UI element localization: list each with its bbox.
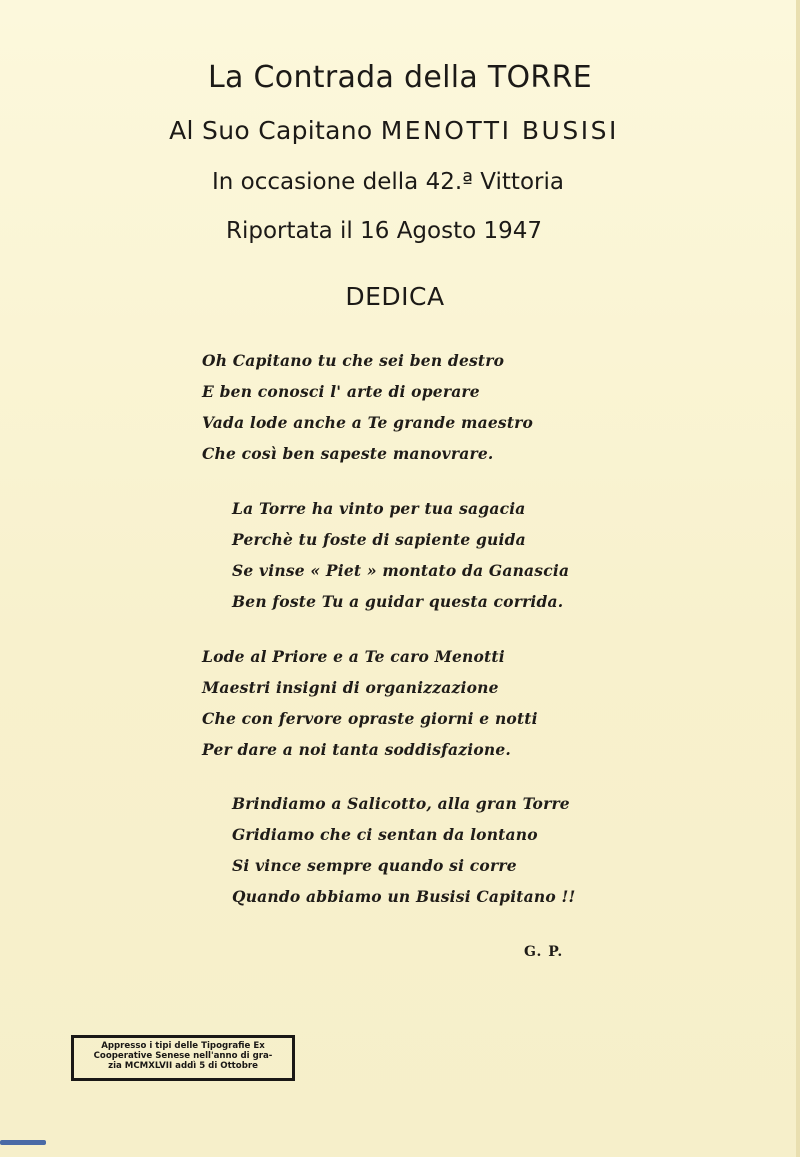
verse-line: Gridiamo che ci sentan da lontano [232, 825, 538, 844]
colophon-line: zia MCMXLVII addì 5 di Ottobre [108, 1061, 258, 1071]
verse-line: Brindiamo a Salicotto, alla gran Torre [232, 794, 570, 813]
verse-line: Vada lode anche a Te grande maestro [202, 413, 534, 432]
header-dedicatee-name: MENOTTI BUSISI [380, 116, 619, 145]
verse-line: Oh Capitano tu che sei ben destro [202, 351, 505, 370]
header-dedicatee-prefix: Al Suo Capitano [169, 116, 373, 145]
verse-line: Se vinse « Piet » montato da Ganascia [232, 561, 570, 580]
page-edge [796, 0, 800, 1157]
verse-line: Ben foste Tu a guidar questa corrida. [232, 592, 564, 611]
verse-line: E ben conosci l' arte di operare [202, 382, 480, 401]
header-title: La Contrada della TORRE [208, 60, 592, 95]
verse-line: Lode al Priore e a Te caro Menotti [202, 647, 505, 666]
verse-line: Per dare a noi tanta soddisfazione. [202, 740, 511, 759]
verse-line: Si vince sempre quando si corre [232, 856, 517, 875]
header-occasion: In occasione della 42.ª Vittoria [212, 169, 564, 195]
verse-line: Che così ben sapeste manovrare. [202, 444, 494, 463]
verse-line: Perchè tu foste di sapiente guida [232, 530, 526, 549]
verse-line: Quando abbiamo un Busisi Capitano !! [232, 887, 576, 906]
colophon-line: Appresso i tipi delle Tipografie Ex [101, 1041, 265, 1051]
printer-colophon [71, 1035, 295, 1081]
verse-line: Che con fervore opraste giorni e notti [202, 709, 538, 728]
verse-line: La Torre ha vinto per tua sagacia [232, 499, 526, 518]
header-dedicatee [0, 116, 794, 145]
dedication-title: DEDICA [345, 282, 445, 311]
author-initials: G. P. [524, 944, 564, 960]
header-date: Riportata il 16 Agosto 1947 [225, 218, 543, 244]
verse-line: Maestri insigni di organizzazione [202, 678, 499, 697]
scan-mark [0, 1140, 46, 1145]
colophon-line: Cooperative Senese nell'anno di gra- [93, 1051, 273, 1061]
